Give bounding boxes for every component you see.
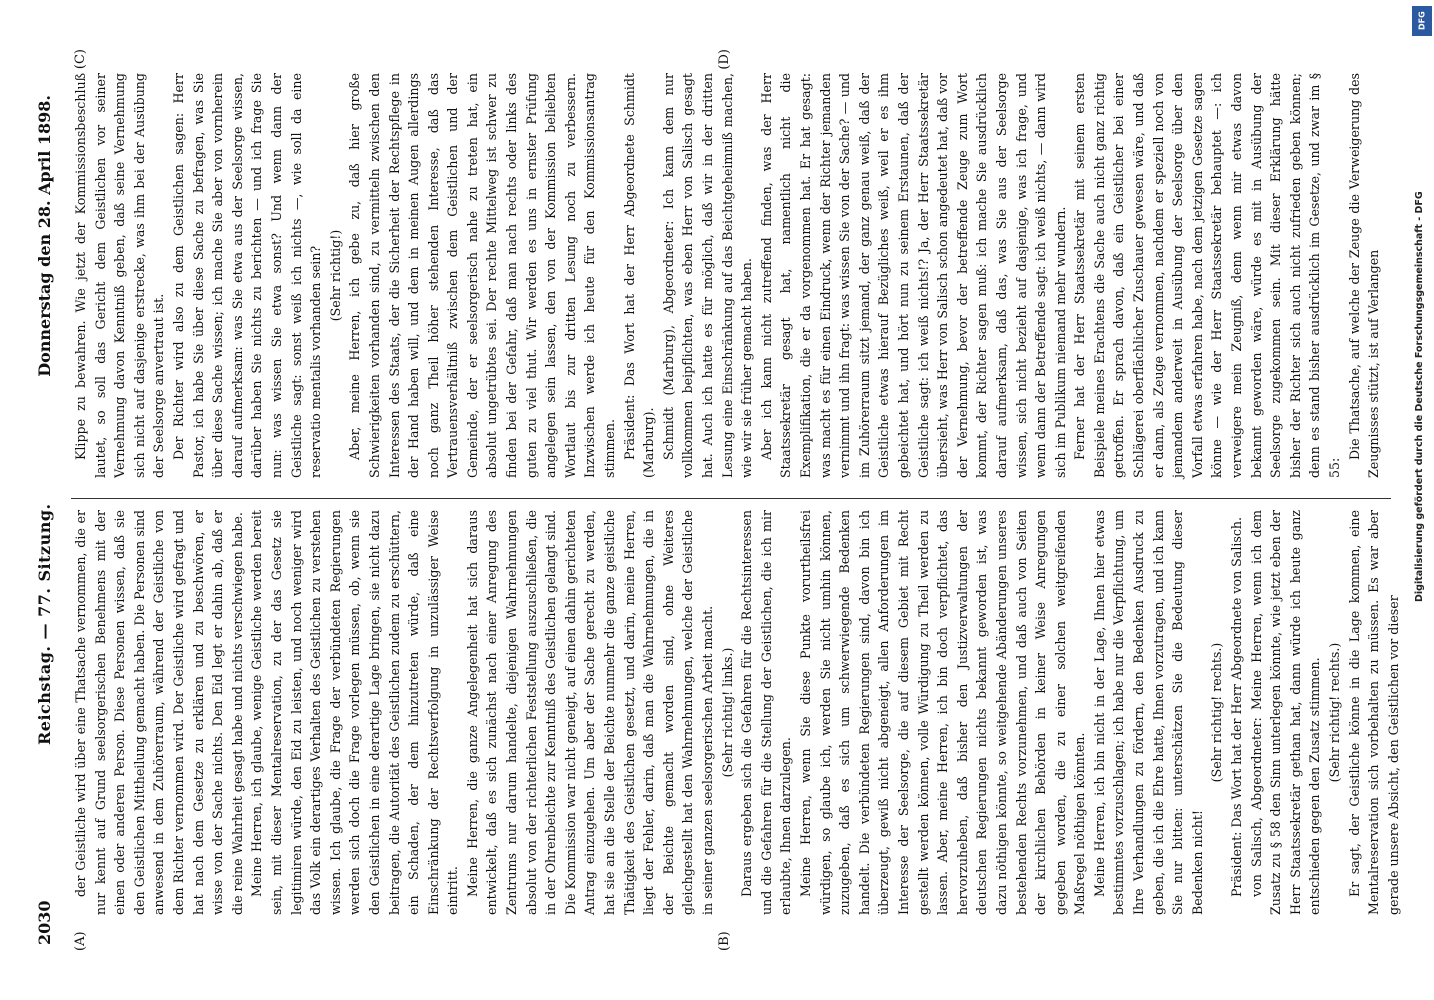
margin-marker-d: (D) [717, 49, 732, 70]
paragraph: Aber ich kann nicht zutreffend finden, was der Herr Staatssekretär gesagt hat, namentlich nicht die Exemplifikation, die er da vorgenommen hat. Er hat gesagt: was macht es für einen Eindruck, wenn der Richter jemanden vernimmt und ihn fragt: was wissen Sie von der Sache? — und im Zuhörerraum sitzt jemand, der ganz genau weiß, daß der Geistliche etwas hierauf Bezügliches weiß, weil er es ihm gebeichtet hat, und hört nun zu seinem Erstaunen, daß der Geistliche sagt: ich weiß nichts!? Ja, der Herr Staatssekretär übersieht, was Herr von Salisch schon angedeutet hat, daß vor der Vernehmung, bevor der betreffende Zeuge zum Wort kommt, der Richter sagen muß: ich mache Sie ausdrücklich darauf aufmerksam, daß das, was Sie aus der Seelsorge wissen, sich nicht bezieht auf dasjenige, was ich frage, und wenn dann der Betreffende sagt: ich weiß nichts, — dann wird sich im Publikum niemand mehr wundern. [758, 73, 1068, 478]
applause-note: (Sehr richtig! rechts.) [1209, 642, 1225, 783]
paragraph: Klippe zu bewahren. Wie jetzt der Kommissionsbeschluß lautet, so soll das Gericht dem Geistlichen vor seiner Vernehmung davon Kenntniß geben, daß seine Vernehmung sich nicht auf dasjenige erstrecke, was ihm bei der Ausübung der Seelsorge anvertraut ist. [73, 73, 167, 478]
speaker-paragraph: von Salisch, Abgeordneter: Meine Herren, wenn ich dem Zusatz zu § 58 den Sinn unterlegen könnte, wie jetzt eben der Herr Staatssekretär gethan hat, dann würde ich heute ganz entschieden gegen den Zusatz stimmen. [1248, 510, 1323, 915]
paragraph: Meine Herren, ich bin nicht in der Lage, Ihnen hier etwas bestimmtes vorzuschlagen; ich habe nur die Verpflichtung, um Ihre Verhandlungen zu fördern, den Bedenken Ausdruck zu geben, die ich die Ehre hatte, Ihnen vorzutragen, und ich kann Sie nur bitten: unterschätzen Sie die Bedeutung dieser Bedenken nicht! [1091, 510, 1205, 915]
page-number: 2030 [35, 900, 54, 945]
document-page [27, 35, 1407, 965]
page-header [35, 55, 61, 945]
paragraph: Daraus ergeben sich die Gefahren für die Rechtsinteressen und die Gefahren für die Stellung der Geistlichen, die ich mir erlaubte, Ihnen darzulegen. [739, 510, 794, 915]
applause-note: (Sehr richtig! links.) [719, 647, 735, 778]
paragraph: Meine Herren, ich glaube, wenige Geistliche werden bereit sein, mit dieser Mentalreservation, zu der das Gesetz sie legitimiren würde, den Eid zu leisten, und noch weniger wird das Volk ein derartiges Verhalten des Geistlichen zu verstehen wissen. Ich glaube, die Frage der verbündeten Regierungen werden sich doch die Frage vorlegen müssen, ob, wenn sie den Geistlichen in eine derartige Lage bringen, sie nicht dazu beitragen, die Autorität des Geistlichen zudem zu erschüttern, ein Schaden, der dem hinzutreten würde, daß eine Einschränkung der Rechtsverfolgung in unzulässiger Weise eintritt. [249, 510, 461, 915]
applause-note: (Sehr richtig!) [327, 229, 343, 322]
paragraph: Die Thatsache, auf welche der Zeuge die Verweigerung des Zeugnisses stützt, ist auf Verlangen [1346, 73, 1382, 478]
margin-marker-c: (C) [73, 49, 88, 70]
right-column [71, 73, 1391, 478]
paragraph: Meine Herren, wenn Sie diese Punkte vorurtheilsfrei würdigen, so glaube ich, werden Sie nicht umhin können, zuzugeben, daß es sich um schwerwiegende Bedenken handelt. Die verbündeten Regierungen sind, davon bin ich überzeugt, gewiß nicht abgeneigt, allen Anforderungen im Interesse der Seelsorge, die auf diesem Gebiet mit Recht gestellt werden können, volle Würdigung zu Theil werden zu lassen. Aber, meine Herren, ich bin doch verpflichtet, das hervorzuheben, daß bisher den Justizverwaltungen der deutschen Regierungen nichts bekannt geworden ist, was dazu nöthigen könnte, so weitgehende Abänderungen unseres bestehenden Rechts vorzunehmen, und daß auch von Seiten der kirchlichen Behörden in keiner Weise Anregungen gegeben worden, die zu einer solchen weitgreifenden Maßregel nöthigen könnten. [797, 510, 1088, 915]
header-title: Reichstag. — 77. Sitzung. [35, 503, 54, 745]
paragraph: Ferner hat der Herr Staatssekretär mit seinem ersten Beispiele meines Erachtens die Sache auch nicht ganz richtig getroffen. Er sprach davon, daß ein Geistlicher bei einer Schlägerei oberflächlicher Zuschauer gewesen wäre, und daß er dann, als Zeuge vernommen, nachdem er speziell noch von jemandem anderweit in Ausübung der Seelsorge über den Vorfall etwas erfahren habe, nach dem jetzigen Gesetze sagen könne — wie der Herr Staatssekretär behauptet —: ich verweigere mein Zeugniß, denn wenn mir etwas davon bekannt geworden wäre, würde es mit in Ausübung der Seelsorge zugekommen sein. Mit dieser Erklärung hätte bisher der Richter sich auch nicht zufrieden geben können; denn es stand bisher ausdrücklich im Gesetze, und zwar im § 55: [1072, 73, 1342, 478]
applause-note: (Sehr richtig! rechts.) [1327, 642, 1342, 783]
header-date: Donnerstag den 28. April 1898. [35, 95, 54, 377]
speaker-paragraph: Präsident: Das Wort hat der Herr Abgeordnete von Salisch. [1229, 516, 1245, 897]
dfg-logo: DFG [1412, 6, 1432, 36]
speaker-paragraph: Schmidt (Marburg), Abgeordneter: Ich kann dem nur vollkommen beipflichten, was eben Herr von Salisch gesagt hat. Auch ich hatte es für möglich, daß wir in der dritten Lesung eine Einschränkung auf das Beichtgeheimniß machen, wie wir sie früher gemacht haben. [660, 73, 755, 478]
paragraph: Aber, meine Herren, ich gebe zu, daß hier große Schwierigkeiten vorhanden sind, zu vermitteln zwischen den Interessen des Staats, der die Sicherheit der Rechtspflege in der Hand haben will, und dem in meinen Augen allerdings noch ganz Theil höher stehenden Interesse, daß das Vertrauensverhältniß zwischen dem Geistlichen und der Gemeinde, der er seelsorgerisch nahe zu treten hat, ein absolut ungetrübtes sei. Der rechte Mittelweg ist schwer zu finden bei der Gefahr, daß man nach rechts oder links des guten zu viel thut. Wir werden es uns in ernster Prüfung angelegen sein lassen, den von der Kommission beliebten Wortlaut bis zur dritten Lesung noch zu verbessern. Inzwischen werde ich heute für den Kommissionsantrag stimmen. [347, 73, 618, 478]
paragraph: Meine Herren, die ganze Angelegenheit hat sich daraus entwickelt, daß es sich zunächst nach einer Anregung des Zentrums nur darum handelte, diejenigen Wahrnehmungen absolut von der richterlichen Feststellung auszuschließen, die in der Ohrenbeichte zur Kenntniß des Geistlichen gelangt sind. Die Kommission war nicht geneigt, auf einen dahin gerichteten Antrag einzugehen. Um aber der Sache gerecht zu werden, hat sie an die Stelle der Beichte nunmehr die ganze geistliche Thätigkeit des Geistlichen gesetzt, und darin, meine Herren, liegt der Fehler, darin, daß man die Wahrnehmungen, die in der Beichte gemacht worden sind, ohne Weiteres gleichgestellt hat den Wahrnehmungen, welche der Geistliche in seiner ganzen seelsorgerischen Arbeit macht. [464, 510, 715, 915]
paragraph: Er sagt, der Geistliche könne in die Lage kommen, eine Mentalreservation sich vorbehalten zu müssen. Es war aber gerade unsere Absicht, den Geistlichen vor dieser [1346, 510, 1401, 915]
speaker-paragraph: Präsident: Das Wort hat der Herr Abgeordnete Schmidt (Marburg). [621, 73, 657, 478]
paragraph: der Geistliche wird über eine Thatsache vernommen, die er nur kennt auf Grund seelsorgerischen Benehmens mit der einen oder anderen Person. Diese Personen wissen, daß sie den Geistlichen Mittheilung gemacht haben. Die Personen sind anwesend in dem Zuhörerraum, während der Geistliche von dem Richter vernommen wird. Der Geistliche wird gefragt und hat nach dem Gesetze zu erklären und zu beschwören, er wisse von der Sache nichts. Den Eid legt er dahin ab, daß er die reine Wahrheit gesagt habe und nichts verschwiegen habe. [73, 510, 245, 915]
digitization-sidebar [1410, 0, 1434, 1000]
digitization-credit: Digitalisierung gefördert durch die Deutsche Forschungsgemeinschaft - DFG [1414, 191, 1425, 602]
margin-marker-b: (B) [717, 931, 732, 951]
column-divider [71, 498, 1391, 499]
margin-marker-a: (A) [73, 931, 88, 951]
left-column [71, 510, 1401, 915]
paragraph: Der Richter wird also zu dem Geistlichen sagen: Herr Pastor, ich habe Sie über diese Sache zu befragen, was Sie über diese Sache wissen; ich mache Sie aber von vornherein darauf aufmerksam: was Sie etwa aus der Seelsorge wissen, darüber haben Sie nichts zu berichten — und ich frage Sie nun: was wissen Sie etwa sonst? Und wenn dann der Geistliche sagt: sonst weiß ich nichts —, wie soll da eine reservatio mentalis vorhanden sein? [170, 73, 324, 478]
